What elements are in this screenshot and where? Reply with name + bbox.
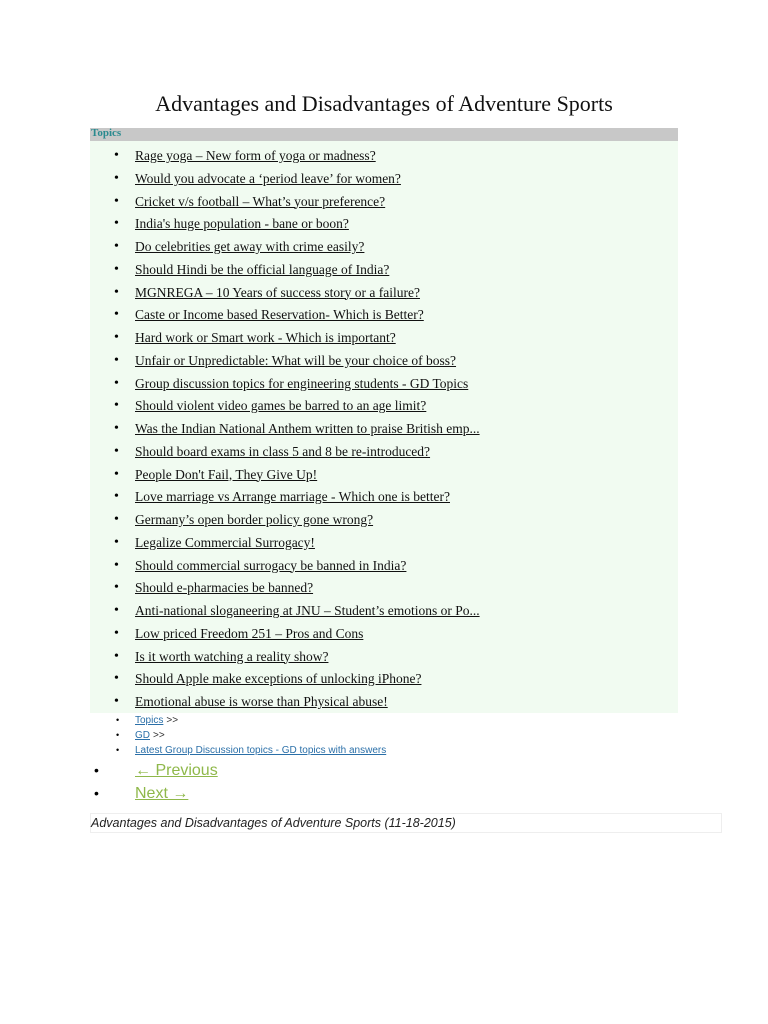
list-item (90, 464, 678, 487)
list-item (90, 236, 678, 259)
page-title: Advantages and Disadvantages of Adventure Sports (155, 91, 613, 116)
breadcrumb-item (90, 713, 490, 728)
topic-link[interactable]: Love marriage vs Arrange marriage - Which one is better? (135, 489, 450, 505)
list-item (90, 304, 678, 327)
list-item (90, 486, 678, 509)
article-caption: Advantages and Disadvantages of Adventure Sports (11-18-2015) (90, 813, 722, 833)
breadcrumb-item (90, 743, 490, 758)
list-item (90, 600, 678, 623)
topics-header-label: Topics (91, 127, 122, 139)
topic-link[interactable]: Anti-national sloganeering at JNU – Student’s emotions or Po... (135, 603, 480, 618)
topic-link[interactable]: Should board exams in class 5 and 8 be re-introduced? (135, 443, 431, 459)
topics-header-bar (90, 128, 678, 141)
breadcrumb-item (90, 728, 490, 743)
list-item (90, 213, 678, 236)
topic-link[interactable]: Should Hindi be the official language of India? (135, 261, 390, 277)
breadcrumb-link-topics[interactable]: Topics (135, 715, 164, 726)
list-item (90, 691, 678, 714)
topic-link[interactable]: Cricket v/s football – What’s your preference? (135, 193, 386, 209)
pager-item (90, 782, 390, 805)
topic-link[interactable]: Caste or Income based Reservation- Which is Better? (135, 307, 424, 323)
list-item (90, 373, 678, 396)
topic-link[interactable]: Rage yoga – New form of yoga or madness? (135, 148, 376, 163)
breadcrumb-separator: >> (166, 715, 179, 726)
list-item (90, 418, 678, 441)
breadcrumb-separator: >> (153, 730, 165, 741)
topic-link[interactable]: Group discussion topics for engineering students - GD Topics (135, 375, 469, 391)
topic-link[interactable]: Would you advocate a ‘period leave’ for women? (135, 170, 401, 186)
list-item (90, 282, 678, 305)
pager (90, 759, 390, 805)
breadcrumb-link-latest-gd-topics[interactable]: Latest Group Discussion topics - GD topics with answers (135, 745, 387, 756)
topic-link[interactable]: Hard work or Smart work - Which is important? (135, 330, 396, 345)
breadcrumb-link-gd[interactable]: GD (135, 730, 150, 741)
list-item (90, 168, 678, 191)
list-item (90, 145, 678, 168)
list-item (90, 577, 678, 600)
list-item (90, 646, 678, 669)
list-item (90, 532, 678, 555)
list-item (90, 441, 678, 464)
topic-link[interactable]: Germany’s open border policy gone wrong? (135, 512, 374, 527)
topics-panel (90, 141, 678, 713)
list-item (90, 191, 678, 214)
list-item (90, 623, 678, 646)
topic-link[interactable]: Emotional abuse is worse than Physical abuse! (135, 694, 388, 709)
topic-link[interactable]: Should commercial surrogacy be banned in India? (135, 557, 407, 573)
topic-link[interactable]: MGNREGA – 10 Years of success story or a failure? (135, 284, 420, 300)
topic-link[interactable]: Legalize Commercial Surrogacy! (135, 534, 315, 550)
list-item (90, 327, 678, 350)
topic-link[interactable]: Was the Indian National Anthem written to praise British emp... (135, 421, 480, 436)
topic-link[interactable]: Should violent video games be barred to an age limit? (135, 398, 427, 414)
topic-link[interactable]: India's huge population - bane or boon? (135, 216, 349, 232)
next-link[interactable]: Next → (135, 785, 189, 802)
breadcrumb (90, 713, 490, 758)
list-item (90, 395, 678, 418)
topic-link[interactable]: Should Apple make exceptions of unlocking iPhone? (135, 671, 422, 687)
topic-link[interactable]: Unfair or Unpredictable: What will be your choice of boss? (135, 352, 457, 368)
topic-list (90, 145, 678, 714)
list-item (90, 509, 678, 532)
topic-link[interactable]: Do celebrities get away with crime easily? (135, 239, 365, 254)
topic-link[interactable]: People Don't Fail, They Give Up! (135, 466, 318, 482)
list-item (90, 350, 678, 373)
topic-link[interactable]: Low priced Freedom 251 – Pros and Cons (135, 625, 364, 641)
pager-item (90, 759, 390, 782)
list-item (90, 555, 678, 578)
list-item (90, 259, 678, 282)
topic-link[interactable]: Is it worth watching a reality show? (135, 648, 329, 664)
topic-link[interactable]: Should e-pharmacies be banned? (135, 580, 314, 596)
previous-link[interactable]: ← Previous (135, 762, 218, 779)
list-item (90, 668, 678, 691)
